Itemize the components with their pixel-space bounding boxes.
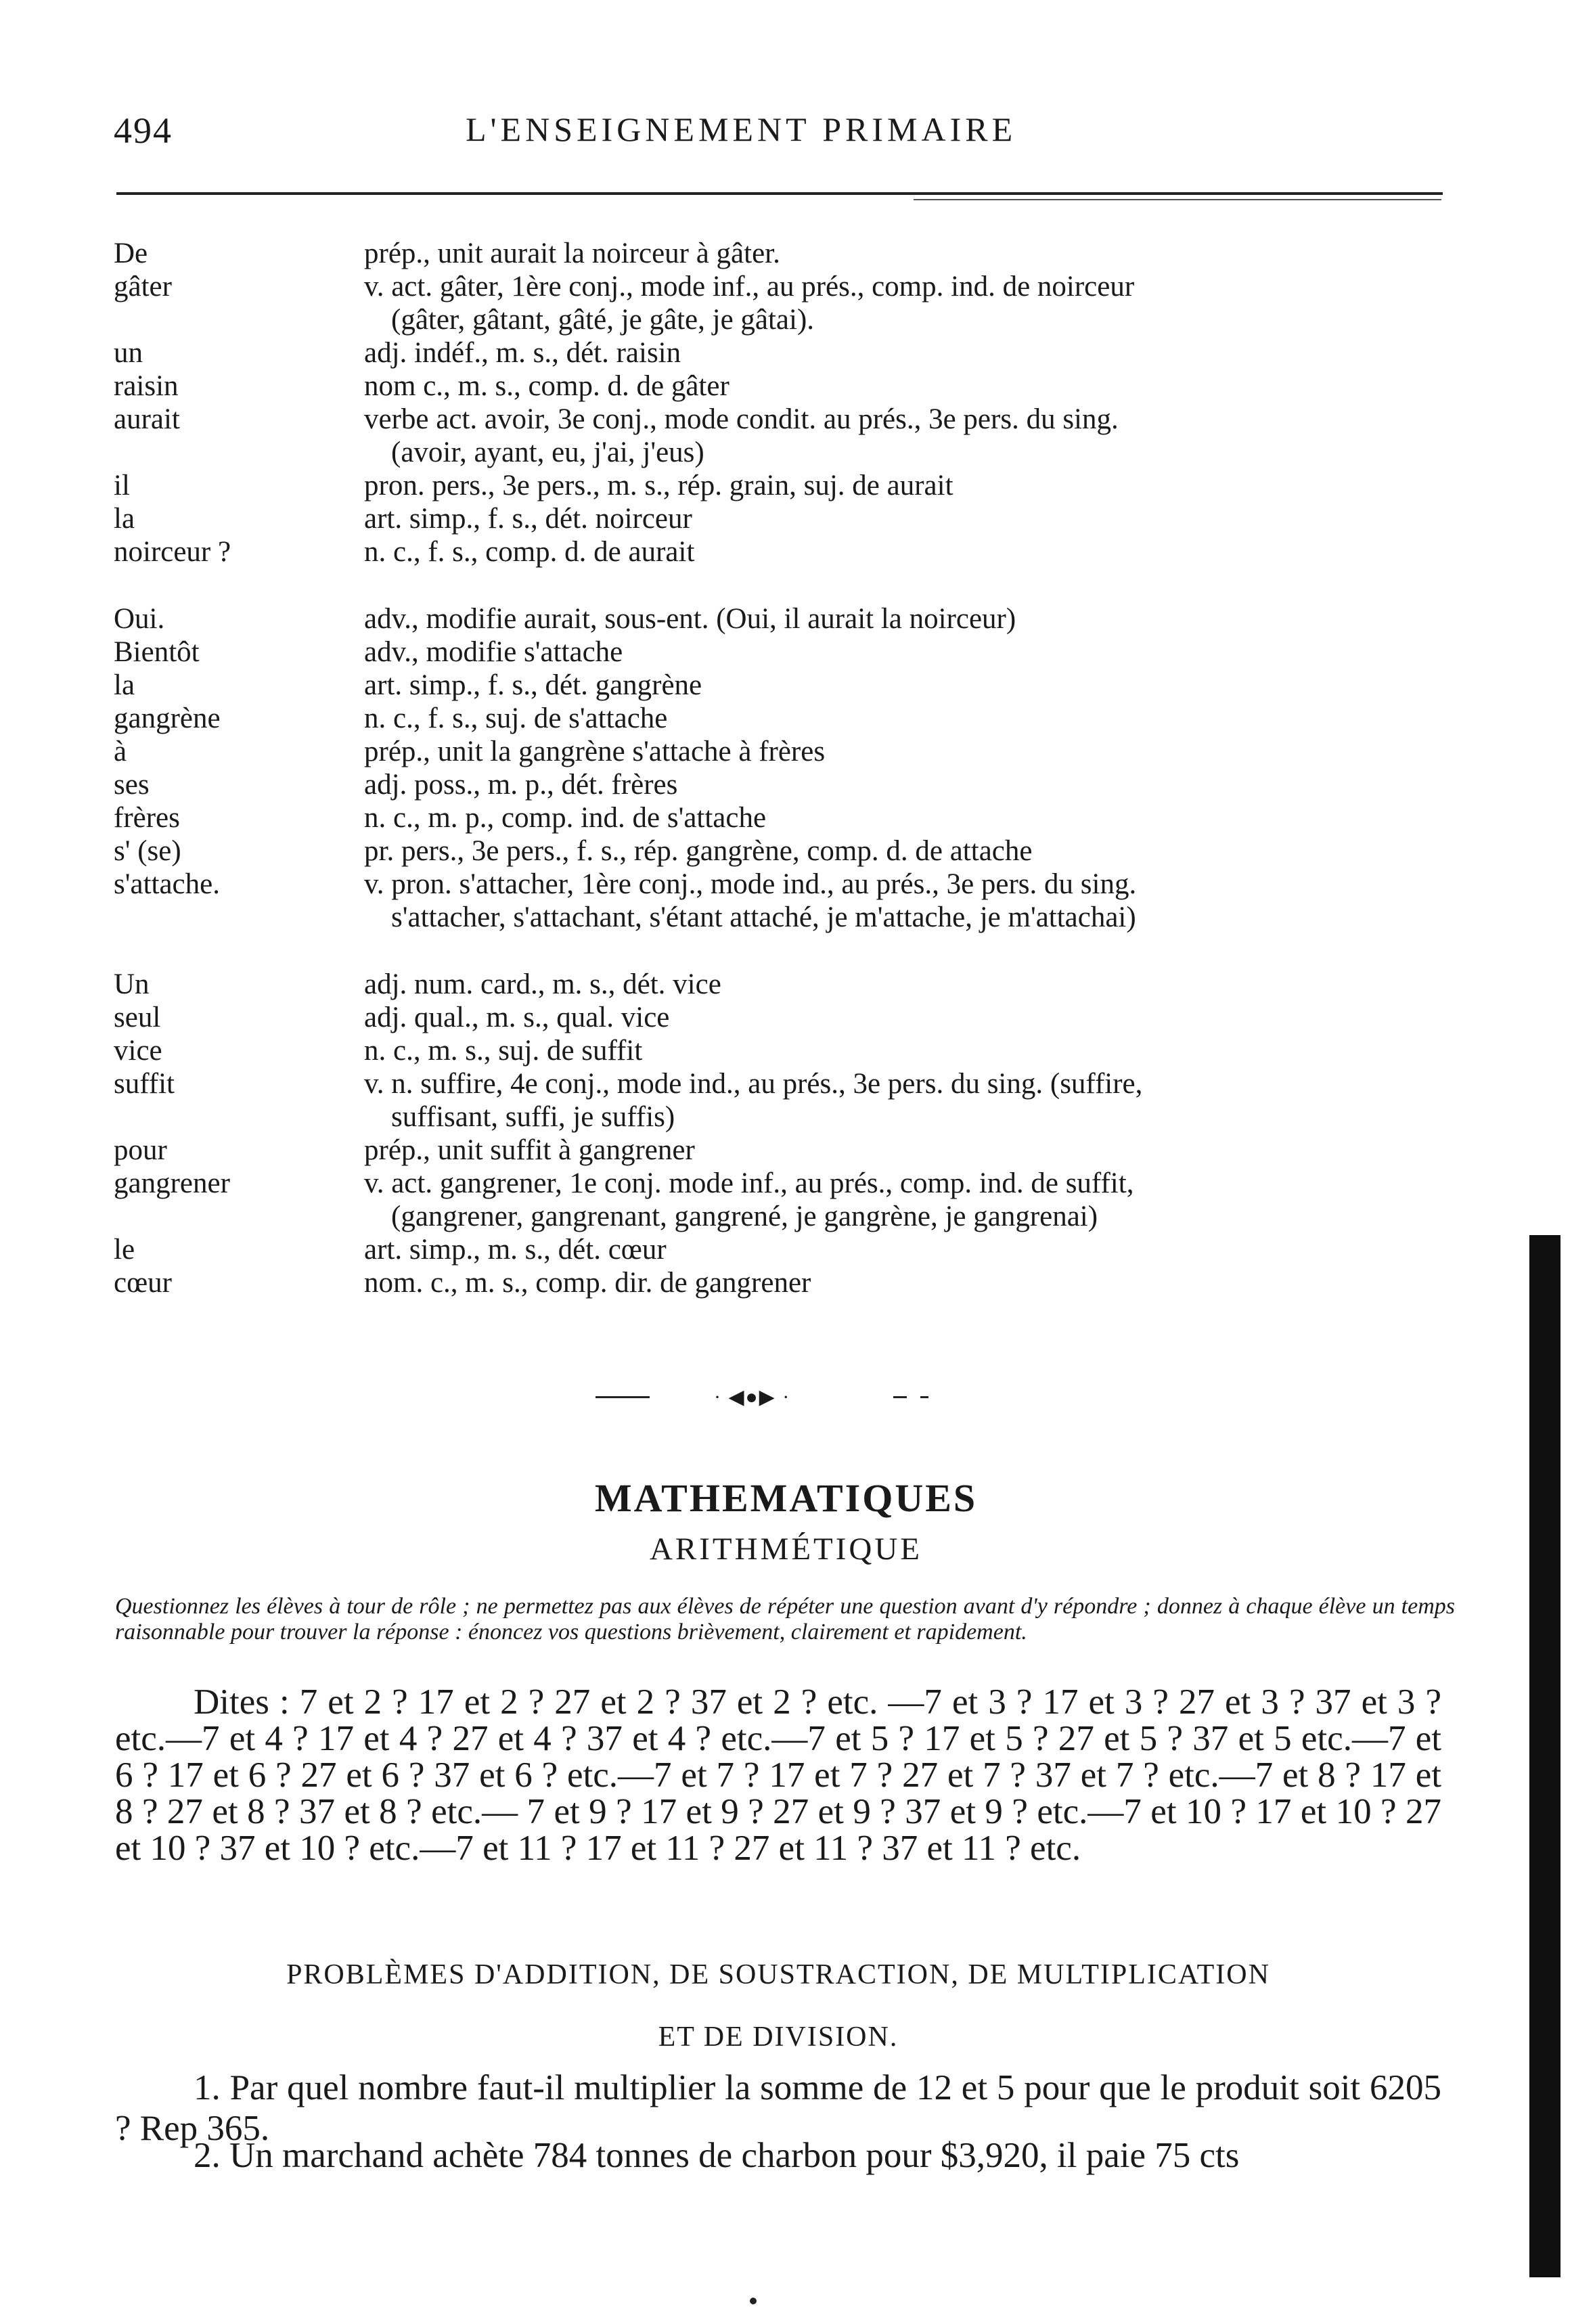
analysis-row [114, 1034, 1460, 1067]
analysis-description: prép., unit suffit à gangrener [364, 1134, 695, 1166]
analysis-row [114, 901, 1460, 934]
analysis-description: prép., unit la gangrène s'attache à frères [364, 736, 826, 767]
ornament-line [893, 1396, 907, 1398]
analysis-row [114, 270, 1460, 303]
analysis-word: la [114, 503, 135, 535]
analysis-row [114, 735, 1460, 768]
analysis-word [114, 1200, 364, 1233]
analysis-word: gangrener [114, 1167, 230, 1199]
analysis-row [114, 436, 1460, 469]
analysis-row [114, 1200, 1460, 1233]
analysis-word: Un [114, 968, 150, 1000]
analysis-row [114, 1134, 1460, 1167]
section-title: MATHEMATIQUES [594, 1476, 978, 1520]
problems-heading [115, 1944, 1441, 2068]
page-header [114, 110, 1440, 171]
analysis-word: cœur [114, 1267, 172, 1299]
analysis-word [114, 303, 364, 336]
analysis-word: à [114, 736, 127, 767]
analysis-description: v. n. suffire, 4e conj., mode ind., au prés., 3e pers. du sing. (suffire, [364, 1068, 1143, 1100]
analysis-row [114, 1100, 1460, 1134]
analysis-row [114, 702, 1460, 735]
analysis-row [114, 1001, 1460, 1034]
analysis-description: adj. poss., m. p., dét. frères [364, 769, 678, 801]
analysis-description: suffisant, suffi, je suffis) [391, 1101, 675, 1133]
analysis-word: pour [114, 1134, 167, 1166]
addition-drill: Dites : 7 et 2 ? 17 et 2 ? 27 et 2 ? 37 et 2 ? etc. —7 et 3 ? 17 et 3 ? 27 et 3 ? 37 et 3 ? etc.—7 et 4 ? 17 et 4 ? 27 et 4 ? 37 et 4 ? etc.—7 et 5 ? 17 et 5 ? 27 et 5 ? 37 et 5 etc.—7 et 6 ? 17 et 6 ? 27 et 6 ? 37 et 6 ? etc.—7 et 7 ? 17 et 7 ? 27 et 7 ? 37 et 7 ? etc.—7 et 8 ? 17 et 8 ? 27 et 8 ? 37 et 8 ? etc.— 7 et 9 ? 17 et 9 ? 27 et 9 ? 37 et 9 ? etc.—7 et 10 ? 17 et 10 ? 27 et 10 ? 37 et 10 ? etc.—7 et 11 ? 17 et 11 ? 27 et 11 ? 37 et 11 ? etc. [115, 1682, 1441, 1868]
analysis-word: noirceur ? [114, 536, 231, 568]
analysis-word [114, 901, 364, 934]
analysis-description: (gâter, gâtant, gâté, je gâte, je gâtai). [391, 304, 815, 336]
problem-item: 2. Un marchand achète 784 tonnes de charbon pour $3,920, il paie 75 cts [194, 2136, 1240, 2175]
analysis-group [114, 968, 1460, 1299]
ornament-flourish-icon: · ◀●▶ · [714, 1386, 791, 1408]
analysis-group [114, 602, 1460, 934]
analysis-word: s'attache. [114, 868, 220, 900]
problem-item: 1. Par quel nombre faut-il multiplier la somme de 12 et 5 pour que le produit soit 6205 ? Rep 365. [115, 2068, 1441, 2148]
analysis-word: Oui. [114, 603, 165, 635]
analysis-word [114, 1100, 364, 1134]
analysis-word: frères [114, 802, 180, 834]
analysis-description: prép., unit aurait la noirceur à gâter. [364, 238, 780, 269]
analysis-description: v. act. gâter, 1ère conj., mode inf., au prés., comp. ind. de noirceur [364, 271, 1135, 303]
teacher-instructions: Questionnez les élèves à tour de rôle ; ne permettez pas aux élèves de répéter une question avant d'y répondre ; donnez à chaque élève un temps raisonnable pour trouver la réponse : énoncez vos questions brièvement, clairement et rapidement. [115, 1594, 1455, 1645]
analysis-word: Bientôt [114, 636, 200, 668]
analysis-word [114, 436, 364, 469]
header-rule [116, 192, 1443, 195]
analysis-row [114, 303, 1460, 336]
analysis-word: un [114, 337, 143, 369]
problems-heading-line: ET DE DIVISION. [658, 2021, 899, 2053]
analysis-word: suffit [114, 1068, 175, 1100]
analysis-row [114, 834, 1460, 868]
page-edge-shadow [1529, 1235, 1560, 2277]
analysis-description: verbe act. avoir, 3e conj., mode condit. au prés., 3e pers. du sing. [364, 403, 1119, 435]
analysis-word: ses [114, 769, 150, 801]
analysis-description: pr. pers., 3e pers., f. s., rép. gangrène, comp. d. de attache [364, 835, 1033, 867]
analysis-row [114, 403, 1460, 436]
analysis-row [114, 502, 1460, 535]
section-ornament [596, 1384, 974, 1411]
analysis-description: n. c., f. s., comp. d. de aurait [364, 536, 695, 568]
problems-heading-line: PROBLÈMES D'ADDITION, DE SOUSTRACTION, DE MULTIPLICATION [286, 1959, 1270, 1990]
analysis-description: v. pron. s'attacher, 1ère conj., mode ind., au prés., 3e pers. du sing. [364, 868, 1137, 900]
printer-mark [750, 2298, 757, 2304]
analysis-row [114, 237, 1460, 270]
ornament-line [920, 1396, 928, 1398]
analysis-description: pron. pers., 3e pers., m. s., rép. grain, suj. de aurait [364, 470, 953, 501]
analysis-description: art. simp., m. s., dét. cœur [364, 1234, 667, 1266]
analysis-word: gâter [114, 271, 172, 303]
analysis-description: art. simp., f. s., dét. gangrène [364, 669, 702, 701]
analysis-description: nom. c., m. s., comp. dir. de gangrener [364, 1267, 811, 1299]
analysis-description: adv., modifie s'attache [364, 636, 623, 668]
analysis-word: le [114, 1234, 135, 1266]
header-rule-secondary [914, 199, 1441, 200]
analysis-row [114, 635, 1460, 669]
analysis-row [114, 1266, 1460, 1299]
analysis-row [114, 602, 1460, 635]
analysis-description: adj. indéf., m. s., dét. raisin [364, 337, 681, 369]
analysis-row [114, 868, 1460, 901]
analysis-description: adv., modifie aurait, sous-ent. (Oui, il aurait la noirceur) [364, 603, 1016, 635]
analysis-row [114, 370, 1460, 403]
page-number: 494 [114, 110, 173, 151]
analysis-description: n. c., m. p., comp. ind. de s'attache [364, 802, 767, 834]
analysis-word: vice [114, 1035, 162, 1067]
running-title: L'ENSEIGNEMENT PRIMAIRE [466, 110, 1017, 148]
analysis-description: adj. qual., m. s., qual. vice [364, 1002, 670, 1033]
analysis-group [114, 237, 1460, 568]
analysis-row [114, 1167, 1460, 1200]
section-subtitle: ARITHMÉTIQUE [649, 1532, 923, 1567]
analysis-description: s'attacher, s'attachant, s'étant attaché, je m'attache, je m'attachai) [391, 901, 1136, 933]
analysis-row [114, 768, 1460, 801]
analysis-description: nom c., m. s., comp. d. de gâter [364, 370, 729, 402]
analysis-word: raisin [114, 370, 179, 402]
analysis-row [114, 336, 1460, 370]
analysis-row [114, 1067, 1460, 1100]
ornament-line [596, 1396, 650, 1398]
analysis-word: la [114, 669, 135, 701]
analysis-row [114, 669, 1460, 702]
analysis-row [114, 968, 1460, 1001]
grammatical-analysis [114, 237, 1460, 1333]
analysis-description: art. simp., f. s., dét. noirceur [364, 503, 692, 535]
analysis-description: adj. num. card., m. s., dét. vice [364, 968, 721, 1000]
analysis-description: (gangrener, gangrenant, gangrené, je gangrène, je gangrenai) [391, 1201, 1098, 1232]
analysis-word: s' (se) [114, 835, 181, 867]
analysis-description: n. c., f. s., suj. de s'attache [364, 702, 668, 734]
analysis-word: il [114, 470, 130, 501]
analysis-word: De [114, 238, 148, 269]
analysis-row [114, 801, 1460, 834]
analysis-word: seul [114, 1002, 161, 1033]
analysis-row [114, 1233, 1460, 1266]
analysis-description: (avoir, ayant, eu, j'ai, j'eus) [391, 437, 704, 468]
analysis-description: v. act. gangrener, 1e conj. mode inf., au prés., comp. ind. de suffit, [364, 1167, 1134, 1199]
analysis-word: aurait [114, 403, 180, 435]
analysis-row [114, 469, 1460, 502]
analysis-row [114, 535, 1460, 568]
analysis-description: n. c., m. s., suj. de suffit [364, 1035, 643, 1067]
analysis-word: gangrène [114, 702, 221, 734]
